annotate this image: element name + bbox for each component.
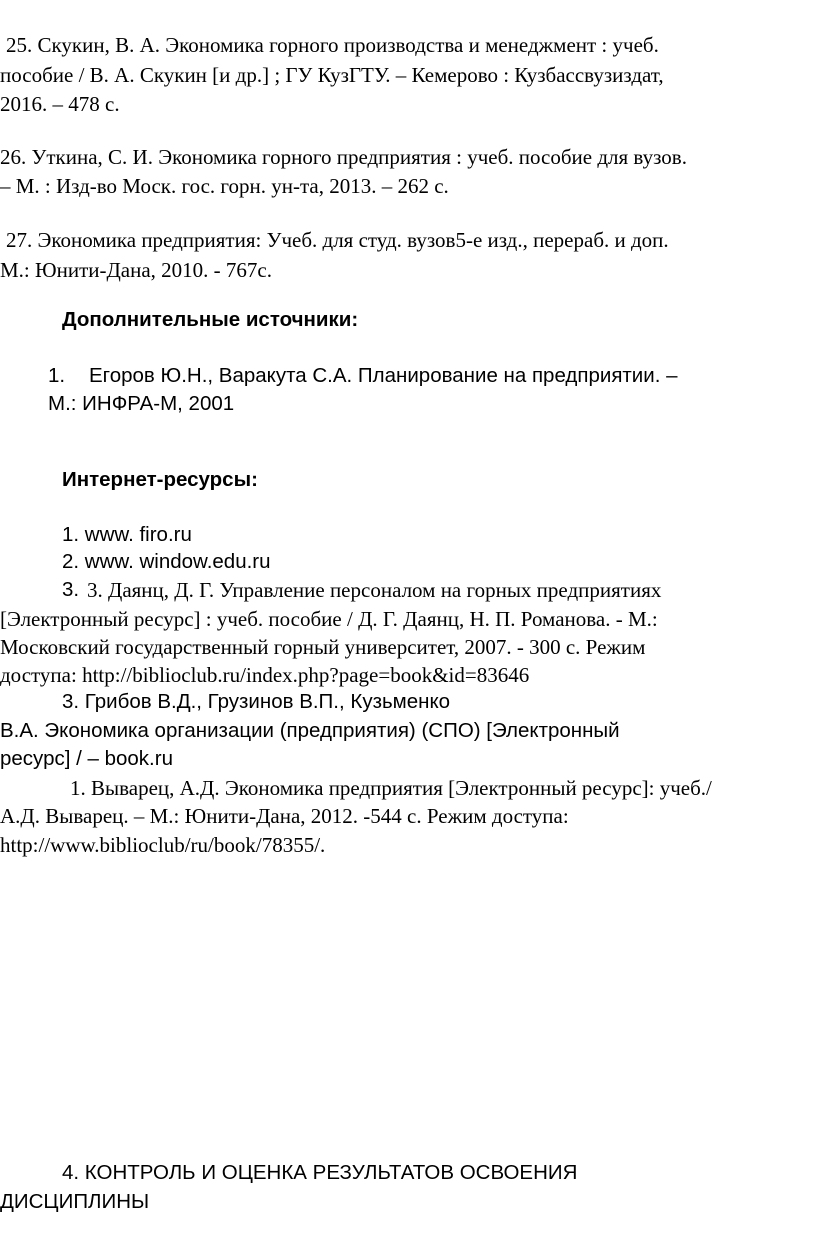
- ref-27-line-2: М.: Юнити-Дана, 2010. - 767с.: [0, 258, 272, 282]
- additional-item-1-number: 1.: [48, 364, 66, 387]
- internet-resources-heading: Интернет-ресурсы:: [62, 468, 258, 491]
- internet-item-2: 2. www. window.edu.ru: [62, 550, 271, 573]
- additional-sources-heading: Дополнительные источники:: [62, 308, 359, 331]
- internet-item-4-line-1: 3. Грибов В.Д., Грузинов В.П., Кузьменко: [62, 690, 451, 713]
- internet-item-5-line-3: http://www.biblioclub/ru/book/78355/.: [0, 833, 326, 857]
- section-4-heading-line-1: 4. КОНТРОЛЬ И ОЦЕНКА РЕЗУЛЬТАТОВ ОСВОЕНИЯ: [62, 1161, 578, 1184]
- internet-item-1: 1. www. firo.ru: [62, 523, 192, 546]
- internet-item-3-line-2: [Электронный ресурс] : учеб. пособие / Д. Г. Даянц, Н. П. Романова. - М.:: [0, 607, 658, 631]
- ref-25-line-3: 2016. – 478 с.: [0, 92, 120, 116]
- internet-item-4-line-2: В.А. Экономика организации (предприятия) (СПО) [Электронный: [0, 719, 620, 742]
- internet-item-3-line-1: 3. Даянц, Д. Г. Управление персоналом на горных предприятиях: [87, 578, 662, 602]
- ref-27-line-1: 27. Экономика предприятия: Учеб. для студ. вузов5-е изд., перераб. и доп.: [6, 228, 669, 252]
- ref-26-line-2: – М. : Изд-во Моск. гос. горн. ун-та, 2013. – 262 с.: [0, 174, 449, 198]
- ref-25-line-2: пособие / В. А. Скукин [и др.] ; ГУ КузГТУ. – Кемерово : Кузбассвузиздат,: [0, 63, 664, 87]
- internet-item-3-line-3: Московский государственный горный университет, 2007. - 300 с. Режим: [0, 635, 646, 659]
- section-4-heading-line-2: ДИСЦИПЛИНЫ: [0, 1190, 150, 1213]
- internet-item-4-line-3: ресурс] / – book.ru: [0, 747, 173, 770]
- internet-item-5-line-2: А.Д. Выварец. – М.: Юнити-Дана, 2012. -544 с. Режим доступа:: [0, 804, 569, 828]
- internet-item-3-number: 3.: [62, 578, 80, 601]
- internet-item-3-line-4: доступа: http://biblioclub.ru/index.php?page=book&id=83646: [0, 663, 530, 687]
- additional-item-1-line-1: Егоров Ю.Н., Варакута С.А. Планирование на предприятии. –: [89, 364, 678, 387]
- ref-26-line-1: 26. Уткина, С. И. Экономика горного предприятия : учеб. пособие для вузов.: [0, 145, 687, 169]
- additional-item-1-line-2: М.: ИНФРА-М, 2001: [48, 392, 235, 415]
- ref-25-line-1: 25. Скукин, В. А. Экономика горного производства и менеджмент : учеб.: [6, 33, 659, 57]
- internet-item-5-line-1: 1. Выварец, А.Д. Экономика предприятия [Электронный ресурс]: учеб./: [70, 776, 712, 800]
